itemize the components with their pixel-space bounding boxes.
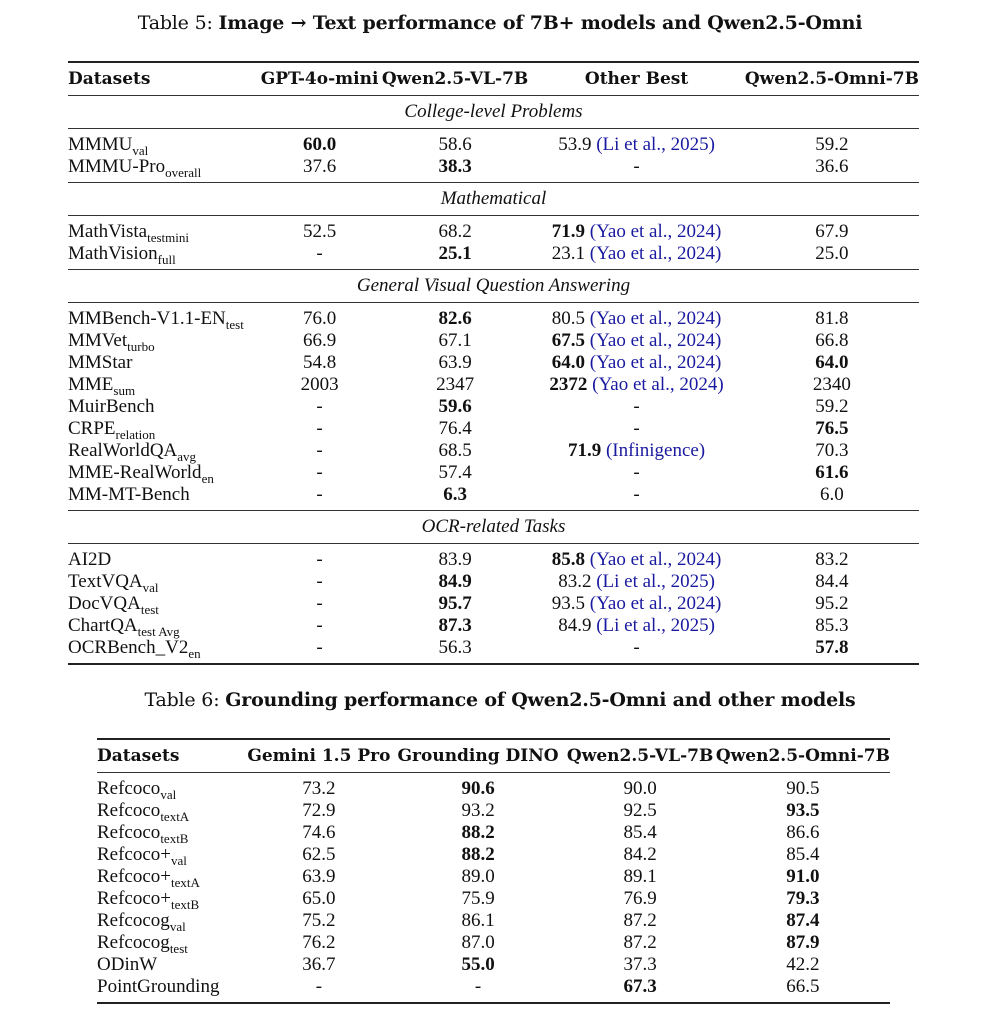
qwen-vl-value: 84.2	[623, 844, 657, 865]
dataset-name	[68, 544, 257, 572]
other-best-cell	[528, 330, 745, 352]
table6-caption-title: Grounding performance of Qwen2.5-Omni and other models	[225, 689, 856, 711]
qwen-omni-value: 95.2	[815, 593, 849, 614]
table-row	[97, 888, 890, 910]
section-title: OCR-related Tasks	[68, 511, 919, 544]
dataset-name	[68, 462, 257, 484]
other-best-cell	[528, 243, 745, 270]
table5-col-other-best: Other Best	[528, 62, 745, 96]
table5-body	[68, 96, 919, 665]
qwen-vl-value: 68.5	[438, 440, 472, 461]
section-title: General Visual Question Answering	[68, 270, 919, 303]
dataset-subscript: val	[171, 853, 187, 868]
other-best-value: 53.9	[558, 134, 592, 155]
qwen-vl-value: 76.9	[623, 888, 657, 909]
other-best-value: 80.5	[551, 308, 586, 329]
dataset-name	[68, 615, 257, 637]
dataset-name	[97, 954, 246, 976]
citation-link[interactable]: (Yao et al., 2024)	[589, 330, 722, 351]
dataset-label: Refcoco+	[97, 888, 172, 909]
dataset-subscript: relation	[115, 427, 156, 442]
citation-link[interactable]: (Li et al., 2025)	[596, 615, 715, 636]
other-best-cell	[528, 216, 745, 244]
qwen-omni-value: 6.0	[820, 484, 844, 505]
qwen-vl-value: 37.3	[623, 954, 657, 975]
table6-col-grounding-dino: Grounding DINO	[392, 739, 565, 773]
dataset-label: Refcocog	[97, 932, 170, 953]
gemini-value: 74.6	[302, 822, 336, 843]
table-row	[68, 615, 919, 637]
table-row	[97, 910, 890, 932]
gpt4o-mini-value: -	[316, 440, 323, 461]
dataset-subscript: val	[132, 143, 149, 158]
gpt4o-mini-value: 76.0	[302, 308, 337, 329]
other-best-value: 67.5	[551, 330, 586, 351]
other-best-cell	[528, 418, 745, 440]
dataset-name	[68, 440, 257, 462]
dataset-label: MuirBench	[68, 396, 155, 417]
qwen-vl-value: 2347	[436, 374, 475, 395]
qwen-omni-value: 70.3	[815, 440, 849, 461]
qwen-vl-value: 85.4	[623, 822, 657, 843]
other-best-value: 85.8	[551, 549, 586, 570]
citation-link[interactable]: (Yao et al., 2024)	[589, 549, 722, 570]
dataset-label: Refcoco	[97, 822, 161, 843]
table6-caption	[0, 689, 1000, 711]
dataset-subscript: val	[160, 787, 177, 802]
table-row	[97, 866, 890, 888]
gpt4o-mini-value: 2003	[300, 374, 339, 395]
dataset-label: CRPE	[68, 418, 116, 439]
other-best-cell	[528, 462, 745, 484]
gpt4o-mini-value: 54.8	[302, 352, 337, 373]
dataset-subscript: test Avg	[137, 624, 180, 639]
citation-link[interactable]: (Yao et al., 2024)	[589, 308, 722, 329]
dataset-subscript: sum	[113, 383, 136, 398]
section-header-row	[68, 96, 919, 129]
qwen-vl-value: 59.6	[438, 396, 472, 417]
gpt4o-mini-value: -	[316, 593, 323, 614]
table5	[68, 61, 919, 665]
dataset-subscript: turbo	[127, 339, 155, 354]
dataset-subscript: testmini	[147, 230, 189, 245]
dataset-subscript: test	[225, 317, 244, 332]
citation-link[interactable]: (Infinigence)	[605, 440, 706, 461]
table6-col-gemini: Gemini 1.5 Pro	[246, 739, 392, 773]
gemini-value: 36.7	[302, 954, 336, 975]
qwen-vl-value: 6.3	[443, 484, 467, 505]
gemini-value: 65.0	[302, 888, 336, 909]
table5-caption-prefix: Table 5:	[137, 12, 213, 34]
section-header-row	[68, 183, 919, 216]
dataset-name	[68, 330, 257, 352]
other-best-cell	[528, 440, 745, 462]
qwen-omni-value: 83.2	[815, 549, 849, 570]
other-best-cell	[528, 396, 745, 418]
table5-col-datasets: Datasets	[68, 62, 257, 96]
table-row	[68, 374, 919, 396]
other-best-value: 64.0	[551, 352, 586, 373]
qwen-omni-value: 66.5	[716, 976, 890, 1003]
table-row	[68, 396, 919, 418]
dataset-name	[68, 593, 257, 615]
gpt4o-mini-value: -	[257, 637, 382, 664]
other-best-value: -	[633, 637, 640, 658]
qwen-omni-value: 42.2	[786, 954, 820, 975]
dataset-label: Refcoco+	[97, 844, 172, 865]
dataset-name	[68, 484, 257, 511]
qwen-omni-value: 91.0	[786, 866, 820, 887]
table5-col-qwen-vl: Qwen2.5-VL-7B	[382, 62, 528, 96]
dataset-label: AI2D	[68, 549, 112, 570]
dataset-label: MathVision	[68, 243, 158, 264]
dataset-label: MMStar	[68, 352, 133, 373]
table-row	[68, 243, 919, 270]
table-row	[68, 129, 919, 157]
dataset-name	[97, 910, 246, 932]
citation-link[interactable]: (Yao et al., 2024)	[589, 221, 722, 242]
table6-caption-prefix: Table 6:	[144, 689, 220, 711]
qwen-omni-value: 64.0	[815, 352, 849, 373]
table-row	[97, 822, 890, 844]
other-best-cell	[528, 129, 745, 157]
qwen-omni-value: 76.5	[815, 418, 849, 439]
qwen-omni-value: 81.8	[815, 308, 849, 329]
qwen-omni-value: 85.4	[786, 844, 820, 865]
dataset-name	[68, 418, 257, 440]
table-row	[68, 593, 919, 615]
table-row	[68, 216, 919, 244]
dataset-subscript: en	[188, 646, 201, 661]
grounding-dino-value: 88.2	[461, 844, 495, 865]
table6-header-row	[97, 739, 890, 773]
qwen-vl-value: 87.2	[623, 932, 657, 953]
table-row	[68, 330, 919, 352]
dataset-name	[68, 637, 257, 664]
other-best-value: -	[633, 156, 640, 177]
dataset-label: Refcoco	[97, 800, 161, 821]
dataset-label: ODinW	[97, 954, 158, 975]
qwen-vl-value: 63.9	[438, 352, 472, 373]
table5-col-qwen-omni: Qwen2.5-Omni-7B	[745, 62, 919, 96]
qwen-vl-value: 95.7	[438, 593, 472, 614]
other-best-value: 93.5	[551, 593, 586, 614]
qwen-vl-value: 67.1	[438, 330, 472, 351]
gpt4o-mini-value: -	[316, 418, 323, 439]
dataset-name	[97, 866, 246, 888]
table-row	[68, 484, 919, 511]
qwen-omni-value: 93.5	[786, 800, 820, 821]
qwen-vl-value: 83.9	[438, 549, 472, 570]
gpt4o-mini-value: -	[316, 484, 323, 505]
dataset-name	[68, 374, 257, 396]
gemini-value: -	[246, 976, 392, 1003]
gemini-value: 75.2	[302, 910, 336, 931]
qwen-vl-value: 67.3	[564, 976, 715, 1003]
other-best-value: 2372	[549, 374, 588, 395]
table-row	[68, 352, 919, 374]
table-row	[68, 156, 919, 183]
dataset-subscript: avg	[177, 449, 197, 464]
other-best-cell	[528, 571, 745, 593]
gpt4o-mini-value: -	[316, 243, 323, 264]
table-row	[68, 637, 919, 664]
other-best-cell	[528, 544, 745, 572]
dataset-name	[97, 822, 246, 844]
gpt4o-mini-value: -	[316, 549, 323, 570]
dataset-label: MME-RealWorld	[68, 462, 202, 483]
table6-col-datasets: Datasets	[97, 739, 246, 773]
gpt4o-mini-value: -	[316, 571, 323, 592]
other-best-cell	[528, 303, 745, 331]
dataset-name	[68, 216, 257, 244]
qwen-vl-value: 89.1	[623, 866, 657, 887]
grounding-dino-value: 93.2	[461, 800, 495, 821]
dataset-label: MMVet	[68, 330, 128, 351]
section-header-row	[68, 270, 919, 303]
dataset-label: OCRBench_V2	[68, 637, 189, 658]
table-row	[68, 440, 919, 462]
qwen-vl-value: 57.4	[438, 462, 472, 483]
dataset-subscript: test	[169, 941, 188, 956]
grounding-dino-value: 90.6	[461, 778, 495, 799]
other-best-cell	[528, 374, 745, 396]
other-best-value: -	[633, 484, 640, 505]
citation-link[interactable]: (Yao et al., 2024)	[589, 352, 722, 373]
dataset-subscript: textA	[171, 875, 200, 890]
other-best-value: 84.9	[558, 615, 592, 636]
qwen-vl-value: 76.4	[438, 418, 472, 439]
dataset-name	[68, 156, 257, 183]
dataset-name	[97, 800, 246, 822]
gemini-value: 63.9	[302, 866, 336, 887]
table6-col-qwen-vl: Qwen2.5-VL-7B	[564, 739, 715, 773]
qwen-vl-value: 84.9	[438, 571, 472, 592]
table-row	[97, 773, 890, 801]
table6-body	[97, 773, 890, 1004]
qwen-vl-value: 82.6	[438, 308, 472, 329]
dataset-name	[97, 888, 246, 910]
grounding-dino-value: -	[392, 976, 565, 1003]
dataset-name	[68, 129, 257, 157]
qwen-omni-value: 87.4	[786, 910, 820, 931]
dataset-name	[68, 243, 257, 270]
dataset-label: TextVQA	[68, 571, 143, 592]
dataset-label: Refcoco	[97, 778, 161, 799]
dataset-subscript: val	[142, 580, 159, 595]
dataset-name	[97, 844, 246, 866]
other-best-cell	[528, 593, 745, 615]
gpt4o-mini-value: -	[316, 396, 323, 417]
qwen-vl-value: 25.1	[438, 243, 472, 264]
other-best-value: 71.9	[551, 221, 586, 242]
table-row	[68, 303, 919, 331]
table6	[97, 738, 890, 1004]
dataset-subscript: en	[201, 471, 214, 486]
gemini-value: 76.2	[302, 932, 336, 953]
other-best-cell	[528, 156, 745, 183]
other-best-value: -	[633, 418, 640, 439]
grounding-dino-value: 86.1	[461, 910, 495, 931]
other-best-value: 71.9	[567, 440, 602, 461]
qwen-omni-value: 87.9	[786, 932, 820, 953]
table-row	[68, 418, 919, 440]
other-best-value: -	[633, 396, 640, 417]
qwen-omni-value: 66.8	[815, 330, 849, 351]
dataset-label: MMMU	[68, 134, 133, 155]
dataset-name	[97, 773, 246, 801]
table-row	[97, 844, 890, 866]
dataset-label: ChartQA	[68, 615, 138, 636]
table-row	[68, 571, 919, 593]
qwen-omni-value: 90.5	[786, 778, 820, 799]
dataset-subscript: test	[140, 602, 159, 617]
citation-link[interactable]: (Li et al., 2025)	[596, 134, 715, 155]
grounding-dino-value: 89.0	[461, 866, 495, 887]
table-row	[97, 800, 890, 822]
gpt4o-mini-value: -	[316, 615, 323, 636]
section-title: College-level Problems	[68, 96, 919, 129]
dataset-name	[68, 303, 257, 331]
dataset-subscript: val	[169, 919, 186, 934]
citation-link[interactable]: (Yao et al., 2024)	[589, 243, 722, 264]
qwen-omni-value: 67.9	[815, 221, 849, 242]
qwen-omni-value: 79.3	[786, 888, 820, 909]
dataset-label: Refcoco+	[97, 866, 172, 887]
qwen-vl-value: 90.0	[623, 778, 657, 799]
gemini-value: 72.9	[302, 800, 336, 821]
grounding-dino-value: 87.0	[461, 932, 495, 953]
dataset-subscript: textA	[160, 809, 190, 824]
qwen-vl-value: 87.3	[438, 615, 472, 636]
dataset-label: DocVQA	[68, 593, 141, 614]
qwen-omni-value: 25.0	[815, 243, 849, 264]
section-title: Mathematical	[68, 183, 919, 216]
qwen-omni-value: 59.2	[815, 134, 849, 155]
table-row	[97, 954, 890, 976]
qwen-omni-value: 61.6	[815, 462, 849, 483]
table-row	[97, 976, 890, 1003]
table-row	[68, 462, 919, 484]
gemini-value: 73.2	[302, 778, 336, 799]
grounding-dino-value: 88.2	[461, 822, 495, 843]
dataset-subscript: textB	[160, 831, 189, 846]
table5-col-gpt4o-mini: GPT-4o-mini	[257, 62, 382, 96]
table5-caption-title: Image → Text performance of 7B+ models and Qwen2.5-Omni	[218, 12, 863, 34]
table-row	[68, 544, 919, 572]
table5-caption	[0, 12, 1000, 34]
dataset-label: MMMU-Pro	[68, 156, 166, 177]
section-header-row	[68, 511, 919, 544]
dataset-label: PointGrounding	[97, 976, 220, 997]
dataset-name	[68, 396, 257, 418]
grounding-dino-value: 75.9	[461, 888, 495, 909]
gemini-value: 62.5	[302, 844, 336, 865]
table-row	[97, 932, 890, 954]
dataset-subscript: full	[157, 252, 176, 267]
qwen-vl-value: 68.2	[438, 221, 472, 242]
citation-link[interactable]: (Yao et al., 2024)	[592, 374, 724, 395]
dataset-label: MM-MT-Bench	[68, 484, 190, 505]
qwen-omni-value: 2340	[812, 374, 851, 395]
qwen-vl-value: 58.6	[438, 134, 472, 155]
qwen-omni-value: 57.8	[745, 637, 919, 664]
gpt4o-mini-value: 37.6	[302, 156, 337, 177]
other-best-cell	[528, 484, 745, 511]
qwen-omni-value: 86.6	[786, 822, 820, 843]
grounding-dino-value: 55.0	[461, 954, 495, 975]
qwen-omni-value: 84.4	[815, 571, 849, 592]
gpt4o-mini-value: 52.5	[302, 221, 337, 242]
dataset-label: MMBench-V1.1-EN	[68, 308, 226, 329]
qwen-vl-value: 92.5	[623, 800, 657, 821]
table6-col-qwen-omni: Qwen2.5-Omni-7B	[716, 739, 890, 773]
dataset-subscript: overall	[165, 165, 202, 180]
dataset-label: Refcocog	[97, 910, 170, 931]
qwen-omni-value: 85.3	[815, 615, 849, 636]
dataset-subscript: textB	[171, 897, 200, 912]
other-best-value: -	[633, 462, 640, 483]
other-best-cell	[528, 352, 745, 374]
citation-link[interactable]: (Li et al., 2025)	[596, 571, 715, 592]
dataset-name	[68, 571, 257, 593]
citation-link[interactable]: (Yao et al., 2024)	[589, 593, 722, 614]
other-best-cell	[528, 637, 745, 664]
gpt4o-mini-value: -	[316, 462, 323, 483]
qwen-omni-value: 59.2	[815, 396, 849, 417]
qwen-vl-value: 38.3	[438, 156, 472, 177]
dataset-label: MME	[68, 374, 114, 395]
other-best-cell	[528, 615, 745, 637]
dataset-name	[97, 932, 246, 954]
other-best-value: 23.1	[551, 243, 586, 264]
gpt4o-mini-value: 60.0	[302, 134, 337, 155]
gpt4o-mini-value: 66.9	[302, 330, 337, 351]
other-best-value: 83.2	[558, 571, 592, 592]
table5-header-row	[68, 62, 919, 96]
qwen-vl-value: 87.2	[623, 910, 657, 931]
dataset-label: MathVista	[68, 221, 148, 242]
qwen-omni-value: 36.6	[815, 156, 849, 177]
dataset-name	[68, 352, 257, 374]
dataset-name	[97, 976, 246, 1003]
qwen-vl-value: 56.3	[382, 637, 528, 664]
dataset-label: RealWorldQA	[68, 440, 178, 461]
